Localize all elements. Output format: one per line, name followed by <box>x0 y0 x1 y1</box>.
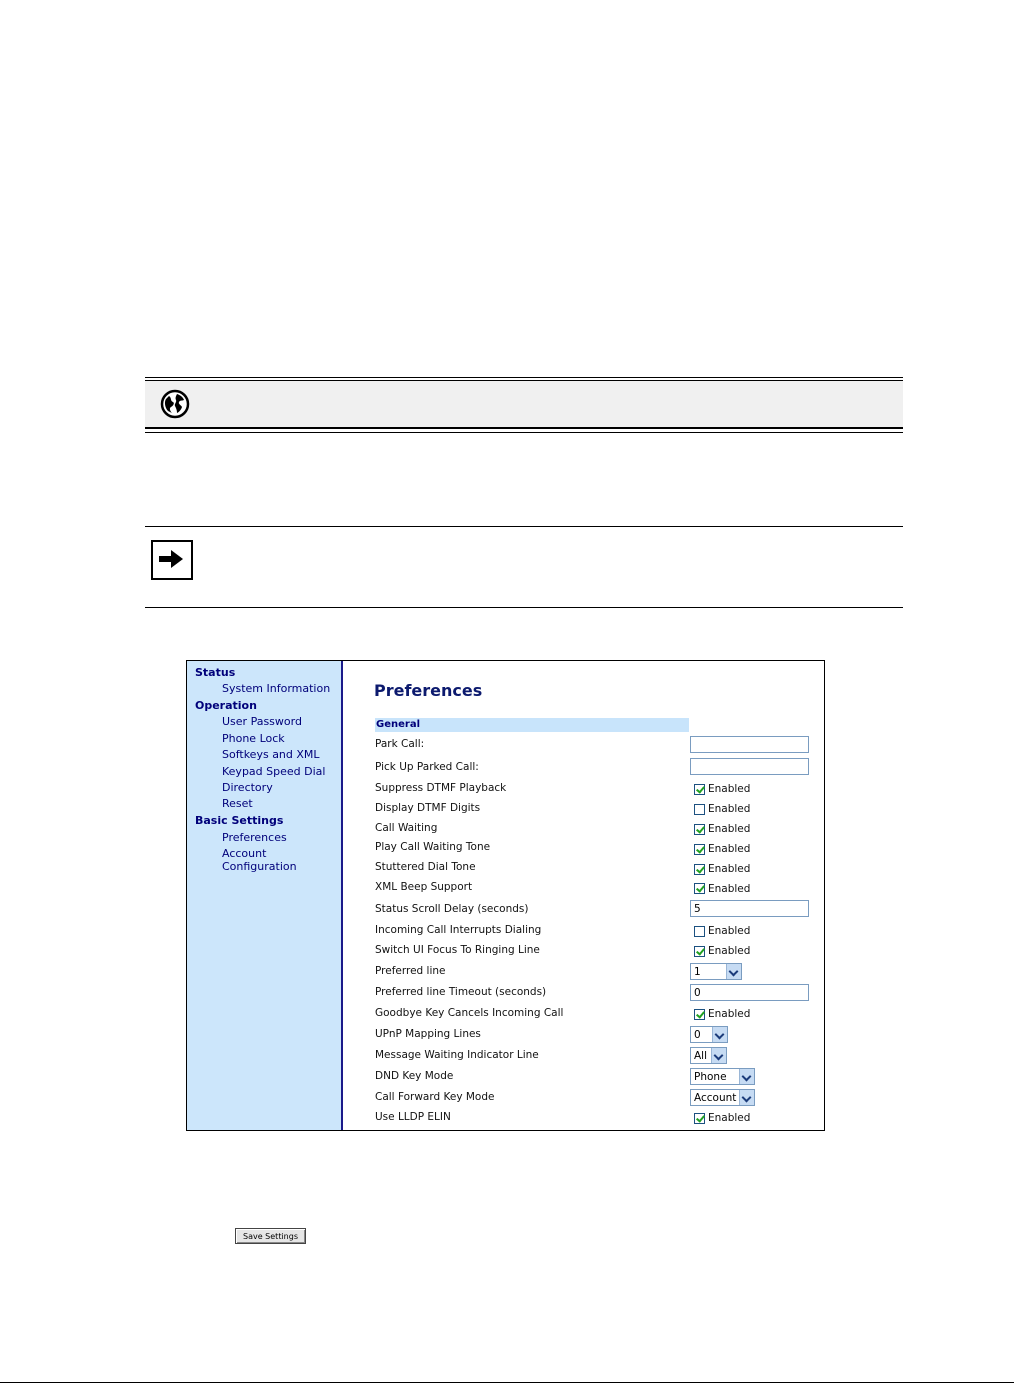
checkbox-label: Enabled <box>708 803 751 815</box>
row-label: Incoming Call Interrupts Dialing <box>375 924 542 936</box>
switch-ui-focus-checkbox[interactable] <box>694 946 705 957</box>
row-label: Goodbye Key Cancels Incoming Call <box>375 1007 564 1019</box>
web-ui-banner <box>145 381 903 427</box>
checkbox-label: Enabled <box>708 883 751 895</box>
row-label: Park Call: <box>375 738 425 750</box>
web-box-bottom-rule-2 <box>145 432 903 433</box>
nav-item-user-password[interactable]: User Password <box>222 715 302 728</box>
nav-item-system-information[interactable]: System Information <box>222 682 331 695</box>
nav-item-softkeys-xml[interactable]: Softkeys and XML <box>222 748 320 761</box>
nav-item-reset[interactable]: Reset <box>222 797 253 810</box>
checkbox-label: Enabled <box>708 783 751 795</box>
checkbox-label: Enabled <box>708 843 751 855</box>
checkbox-label: Enabled <box>708 823 751 835</box>
row-label: Preferred line Timeout (seconds) <box>375 986 547 998</box>
group-header-general: General <box>375 718 689 732</box>
checkbox-label: Enabled <box>708 945 751 957</box>
nav-item-preferences[interactable]: Preferences <box>222 831 287 844</box>
page-footer-rule <box>0 1382 1014 1383</box>
status-scroll-delay-input[interactable]: 5 <box>690 900 809 917</box>
page-title: Preferences <box>374 681 483 700</box>
incoming-call-interrupts-checkbox[interactable] <box>694 926 705 937</box>
dnd-key-mode-select[interactable] <box>690 1068 755 1085</box>
nav-item-directory[interactable]: Directory <box>222 781 273 794</box>
arrow-right-icon <box>151 540 193 580</box>
row-label: UPnP Mapping Lines <box>375 1028 481 1040</box>
row-label: Message Waiting Indicator Line <box>375 1049 539 1061</box>
row-label: Switch UI Focus To Ringing Line <box>375 944 540 956</box>
checkbox-label: Enabled <box>708 1008 751 1020</box>
nav-section-operation[interactable]: Operation <box>195 699 257 712</box>
row-label: Use LLDP ELIN <box>375 1111 451 1123</box>
sidebar-nav <box>187 661 343 1130</box>
display-dtmf-checkbox[interactable] <box>694 804 705 815</box>
checkbox-label: Enabled <box>708 863 751 875</box>
mwi-line-value: All <box>694 1050 708 1062</box>
save-settings-button[interactable]: Save Settings <box>235 1228 306 1244</box>
preferred-line-select[interactable] <box>690 963 742 980</box>
checkbox-label: Enabled <box>708 1112 751 1124</box>
nav-item-keypad-speed-dial[interactable]: Keypad Speed Dial <box>222 765 326 778</box>
row-label: Play Call Waiting Tone <box>375 841 491 853</box>
note-top-rule <box>145 526 903 527</box>
chevron-down-icon[interactable] <box>711 1048 726 1063</box>
checkbox-label: Enabled <box>708 925 751 937</box>
goodbye-key-checkbox[interactable] <box>694 1009 705 1020</box>
row-label: Pick Up Parked Call: <box>375 761 479 773</box>
row-label: Call Forward Key Mode <box>375 1091 495 1103</box>
row-label: Suppress DTMF Playback <box>375 782 507 794</box>
mwi-line-select[interactable] <box>690 1047 727 1064</box>
web-ui-screenshot <box>186 660 825 1131</box>
chevron-down-icon[interactable] <box>739 1090 754 1105</box>
row-label: Status Scroll Delay (seconds) <box>375 903 529 915</box>
web-box-top-rule-1 <box>145 377 903 378</box>
xml-beep-support-checkbox[interactable] <box>694 883 705 894</box>
row-label: Display DTMF Digits <box>375 802 481 814</box>
nav-section-status[interactable]: Status <box>195 666 236 679</box>
chevron-down-icon[interactable] <box>712 1027 727 1042</box>
call-forward-key-mode-value: Account <box>694 1092 737 1104</box>
row-label: XML Beep Support <box>375 881 473 893</box>
row-label: Call Waiting <box>375 822 438 834</box>
call-waiting-checkbox[interactable] <box>694 824 705 835</box>
row-label: Preferred line <box>375 965 446 977</box>
chevron-down-icon[interactable] <box>739 1069 754 1084</box>
row-label: Stuttered Dial Tone <box>375 861 476 873</box>
upnp-mapping-lines-select[interactable] <box>690 1026 728 1043</box>
use-lldp-elin-checkbox[interactable] <box>694 1113 705 1124</box>
nav-item-phone-lock[interactable]: Phone Lock <box>222 732 285 745</box>
suppress-dtmf-checkbox[interactable] <box>694 784 705 795</box>
stuttered-dial-tone-checkbox[interactable] <box>694 864 705 875</box>
preferred-line-timeout-input[interactable]: 0 <box>690 984 809 1001</box>
upnp-mapping-lines-value: 0 <box>694 1029 701 1041</box>
pick-up-parked-call-input[interactable] <box>690 758 809 775</box>
nav-section-basic-settings[interactable]: Basic Settings <box>195 814 284 827</box>
nav-item-account-configuration[interactable]: Account Configuration <box>222 847 297 873</box>
web-box-bottom-rule-1 <box>145 427 903 429</box>
note-bottom-rule <box>145 607 903 608</box>
preferred-line-value: 1 <box>694 966 701 978</box>
main-content <box>343 661 824 1130</box>
park-call-input[interactable] <box>690 736 809 753</box>
play-call-waiting-tone-checkbox[interactable] <box>694 844 705 855</box>
chevron-down-icon[interactable] <box>726 964 741 979</box>
dnd-key-mode-value: Phone <box>694 1071 727 1083</box>
row-label: DND Key Mode <box>375 1070 454 1082</box>
call-forward-key-mode-select[interactable] <box>690 1089 755 1106</box>
globe-icon <box>160 389 190 419</box>
